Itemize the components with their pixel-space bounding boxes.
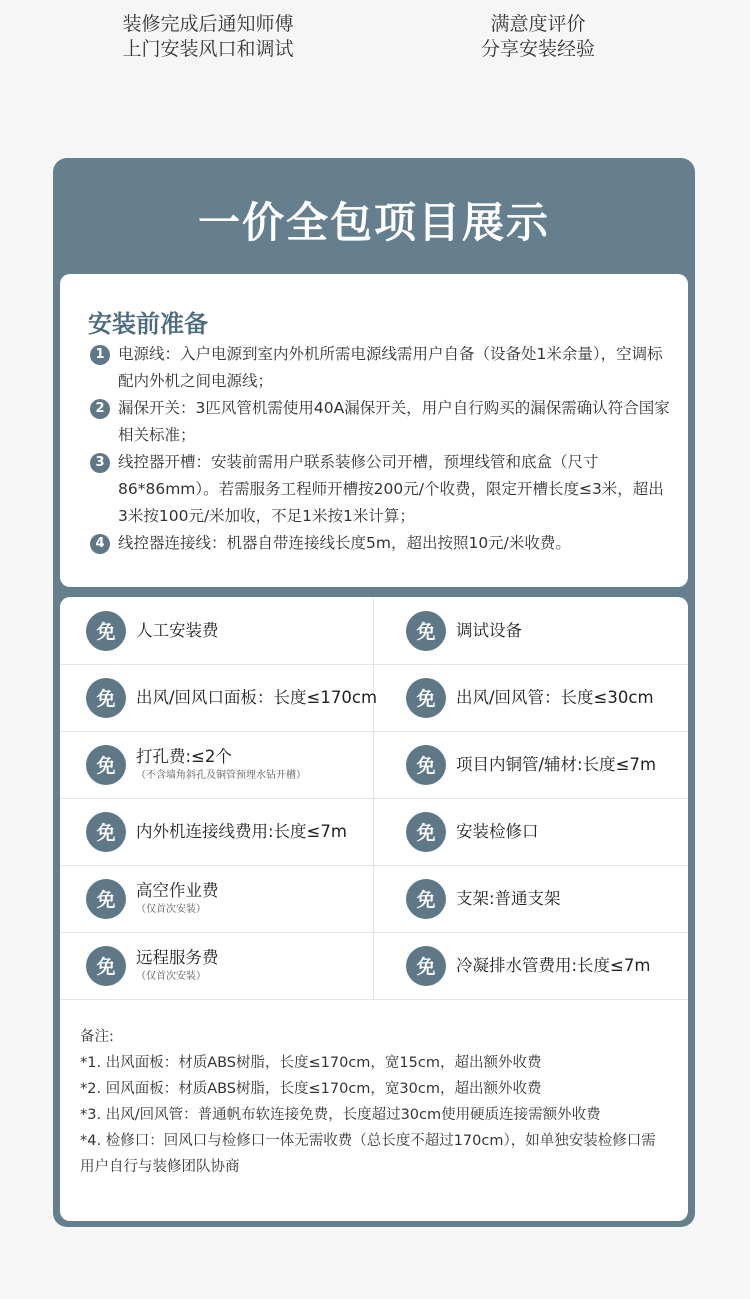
prep-item-text: 线控器开槽：安装前需用户联系装修公司开槽，预埋线管和底盒（尺寸86*86mm）。若需服务工程师开槽按200元/个收费，限定开槽长度≤3米，超出3米按100元/米加收，不足1米按1米计算；: [118, 453, 664, 525]
free-badge: 免: [86, 879, 126, 919]
free-badge: 免: [86, 678, 126, 718]
free-item-label: 冷凝排水管费用:长度≤7m: [456, 955, 651, 975]
free-item-label: 出风/回风口面板：长度≤170cm: [136, 687, 378, 707]
prep-item-text: 线控器连接线：机器自带连接线长度5m，超出按照10元/米收费。: [118, 534, 571, 552]
number-badge: 2: [90, 399, 110, 419]
top-steps: [0, 0, 750, 140]
prep-list: [90, 341, 670, 557]
free-item-label: 人工安装费: [136, 620, 219, 640]
free-item-label: 高空作业费: [136, 880, 219, 900]
free-badge: 免: [86, 946, 126, 986]
grid-divider: [60, 999, 688, 1000]
free-item-label: 内外机连接线费用:长度≤7m: [136, 821, 347, 841]
free-badge: 免: [406, 611, 446, 651]
free-badge: 免: [406, 879, 446, 919]
free-item: [406, 865, 720, 932]
free-item-note: （仅首次安装）: [136, 903, 206, 915]
free-item: [406, 664, 720, 731]
free-item: [86, 932, 400, 999]
free-item-label: 支架:普通支架: [456, 888, 561, 908]
free-item: [406, 731, 720, 798]
step-satisfaction-review: [428, 12, 648, 62]
free-item-note: （不含墙角斜孔及铜管预埋水钻开槽）: [136, 769, 306, 781]
prep-item: [90, 395, 670, 449]
free-item: [86, 798, 400, 865]
note-line: *3. 出风/回风管：普通帆布软连接免费，长度超过30cm使用硬质连接需额外收费: [80, 1107, 601, 1123]
free-item-label: 远程服务费: [136, 947, 219, 967]
step-notify-technician: [98, 12, 318, 62]
number-badge: 3: [90, 453, 110, 473]
notes-title: 备注:: [80, 1029, 114, 1045]
step-right-line1: 满意度评价: [490, 13, 586, 35]
step-left-line1: 装修完成后通知师傅: [122, 13, 294, 35]
free-item: [86, 597, 400, 664]
prep-item: [90, 449, 670, 530]
free-badge: 免: [406, 745, 446, 785]
free-items-grid: [60, 597, 688, 999]
note-line: *2. 回风面板：材质ABS树脂，长度≤170cm，宽30cm，超出额外收费: [80, 1081, 542, 1097]
free-item: [406, 798, 720, 865]
free-badge: 免: [406, 678, 446, 718]
panel-title: 一价全包项目展示: [197, 198, 550, 247]
free-item: [86, 664, 400, 731]
free-item: [86, 865, 400, 932]
number-badge: 1: [90, 345, 110, 365]
prep-item: [90, 530, 670, 557]
prep-item-text: 电源线：入户电源到室内外机所需电源线需用户自备（设备处1米余量），空调标配内外机之间电源线；: [118, 345, 663, 390]
free-item-label: 出风/回风管：长度≤30cm: [456, 687, 654, 707]
free-item-label: 项目内铜管/辅材:长度≤7m: [456, 754, 657, 774]
note-line: *4. 检修口：回风口与检修口一体无需收费（总长度不超过170cm），如单独安装检修口需用户自行与装修团队协商: [80, 1133, 656, 1175]
free-item: [406, 932, 720, 999]
free-item: [86, 731, 400, 798]
notes-section: [80, 1024, 670, 1180]
free-badge: 免: [86, 812, 126, 852]
free-badge: 免: [86, 611, 126, 651]
number-badge: 4: [90, 534, 110, 554]
free-item-note: （仅首次安装）: [136, 970, 206, 982]
free-badge: 免: [406, 812, 446, 852]
note-line: *1. 出风面板：材质ABS树脂，长度≤170cm，宽15cm，超出额外收费: [80, 1055, 542, 1071]
step-right-line2: 分享安装经验: [480, 38, 595, 60]
free-badge: 免: [86, 745, 126, 785]
prep-heading: 安装前准备: [88, 310, 208, 338]
step-left-line2: 上门安装风口和调试: [122, 38, 294, 60]
free-badge: 免: [406, 946, 446, 986]
free-item-label: 打孔费:≤2个: [136, 746, 232, 766]
prep-item-text: 漏保开关：3匹风管机需使用40A漏保开关，用户自行购买的漏保需确认符合国家相关标准；: [118, 399, 670, 444]
free-item-label: 安装检修口: [456, 821, 539, 841]
free-item: [406, 597, 720, 664]
prep-item: [90, 341, 670, 395]
free-item-label: 调试设备: [456, 620, 522, 640]
